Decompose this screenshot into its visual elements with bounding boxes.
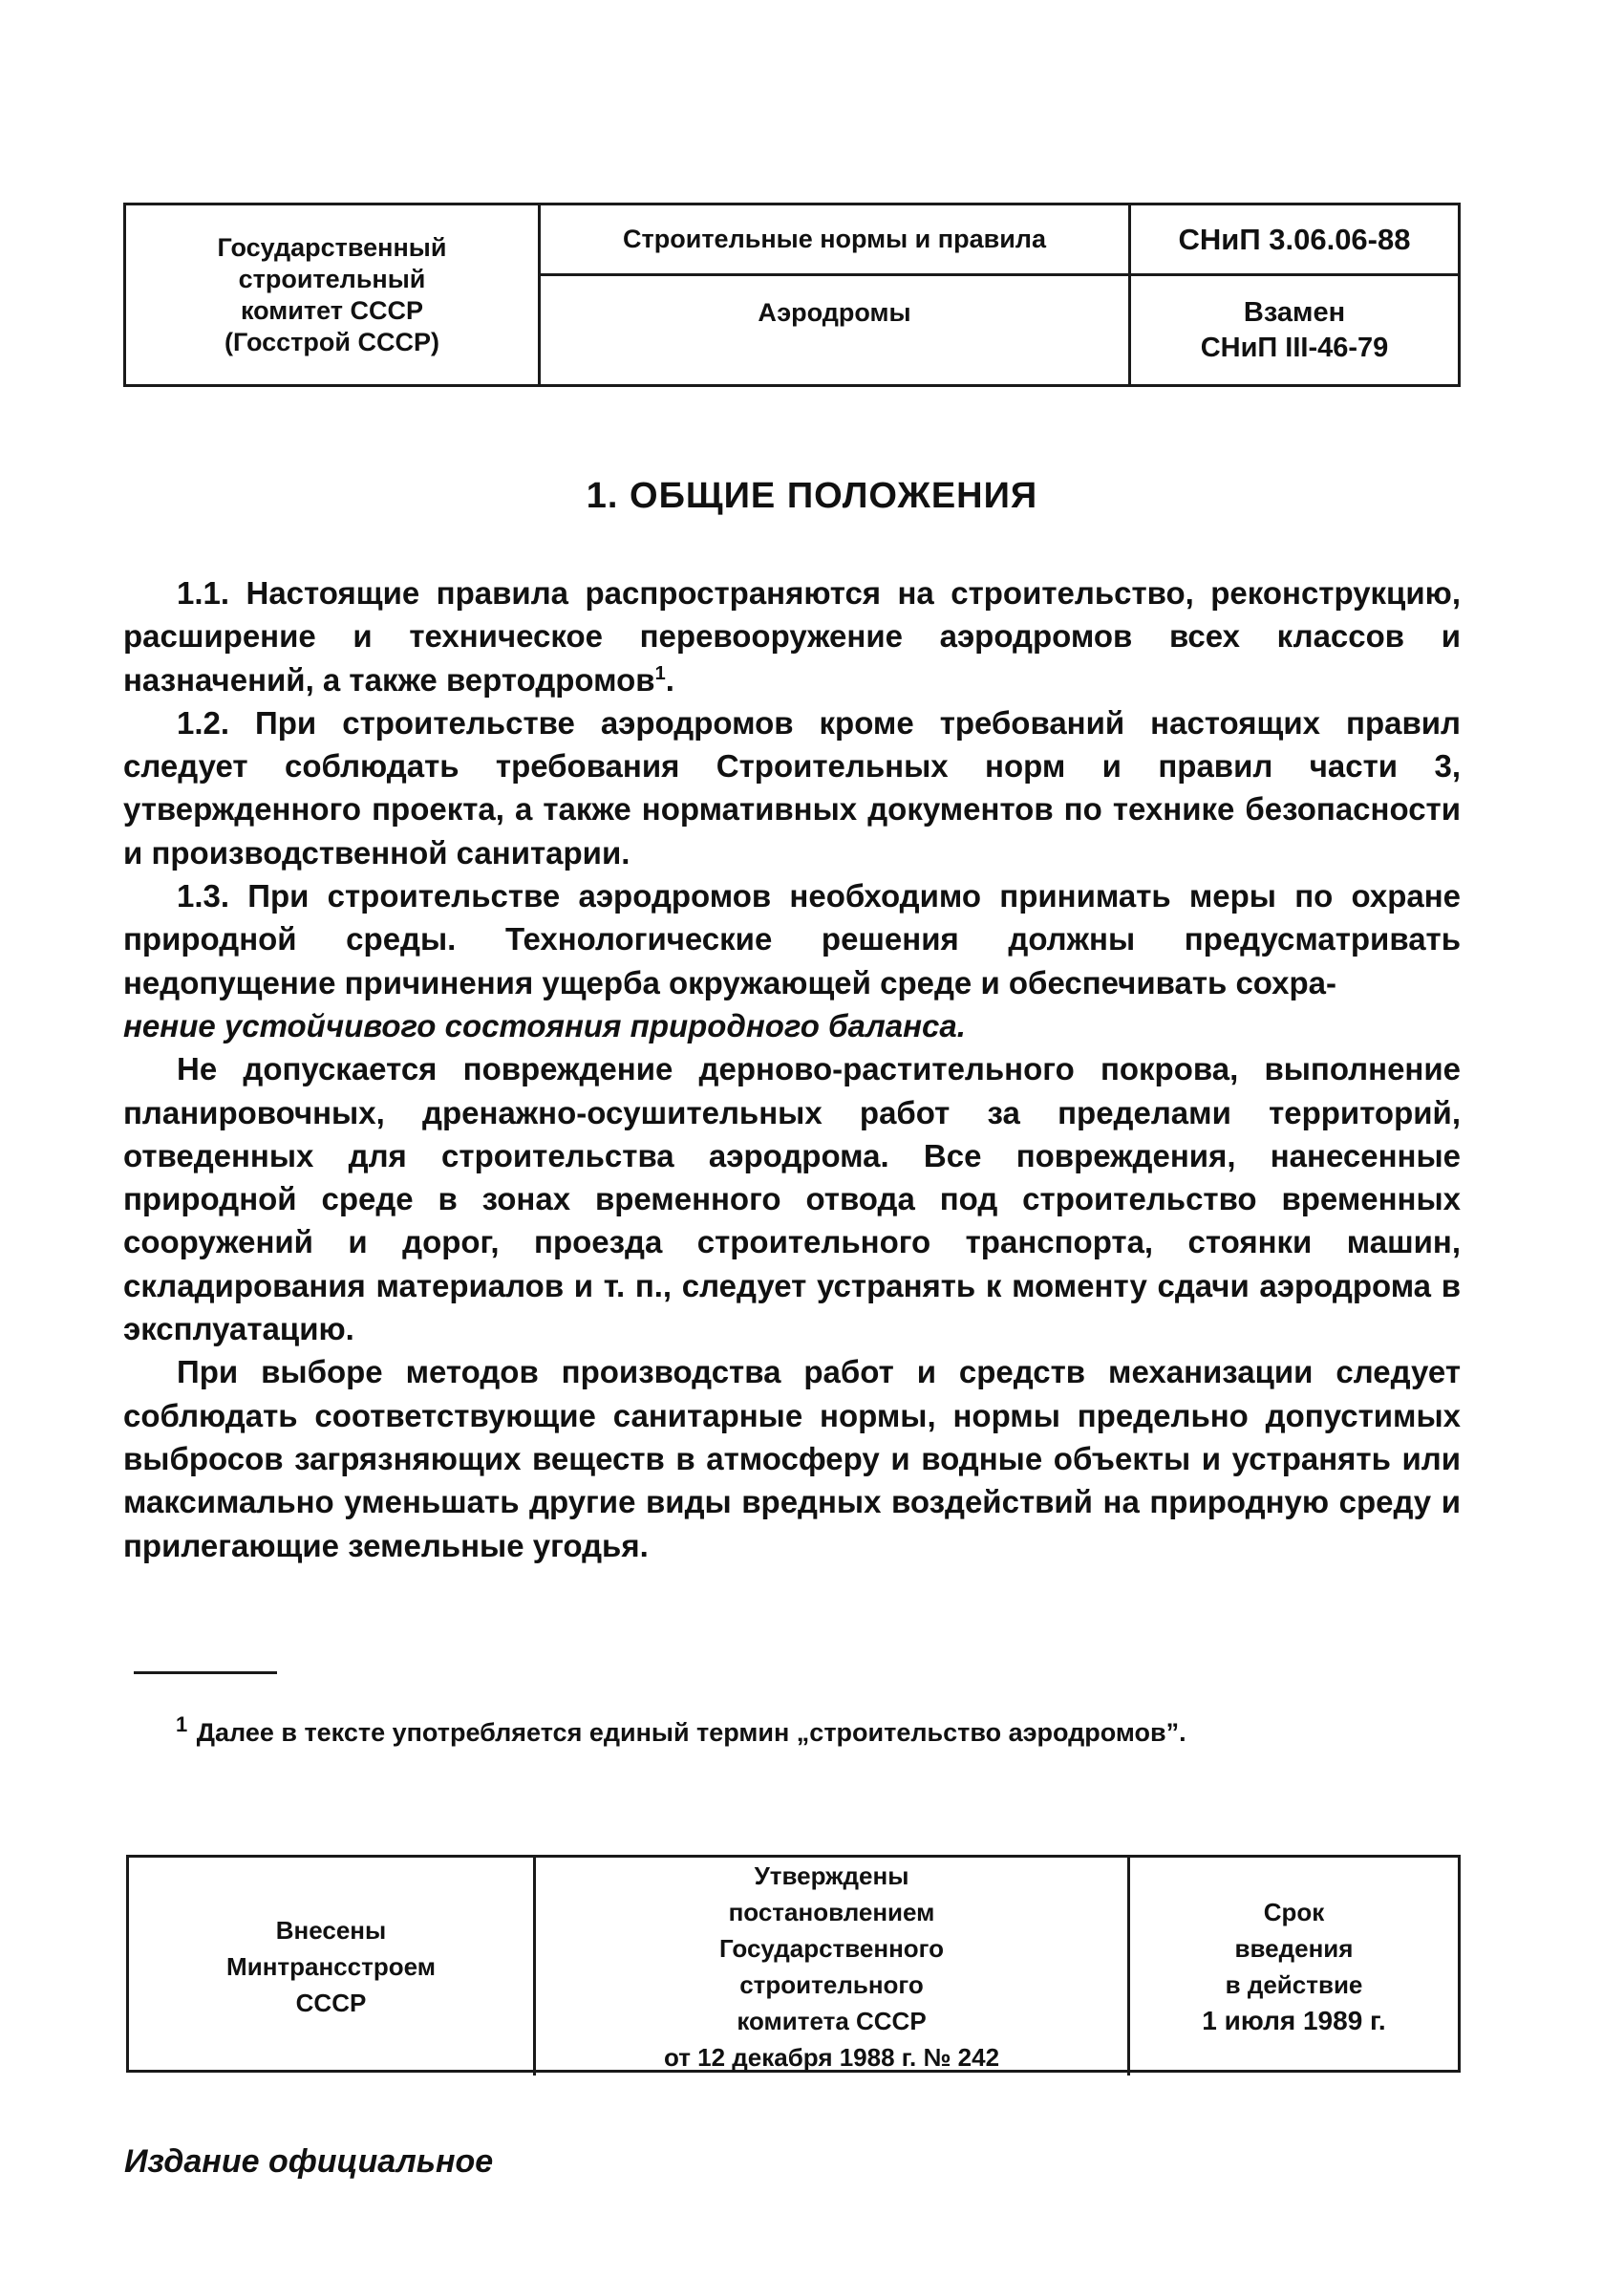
footnote-ref: 1 bbox=[654, 662, 666, 684]
replaces-code: СНиП III-46-79 bbox=[1200, 332, 1389, 363]
paragraph-1-3-text: 1.3. При строительстве аэродромов необходимо принимать меры по охране природной среды. Технологические решения должны предусматривать недопущение причинения ущерба окружающей среде и обеспечивать сохра- bbox=[123, 878, 1461, 1000]
effective-line: в действие bbox=[1225, 1970, 1363, 1999]
header-title: Аэродромы bbox=[541, 276, 1131, 384]
footer-introduced bbox=[129, 1858, 536, 2076]
edition-note: Издание официальное bbox=[124, 2143, 494, 2180]
approved-line: комитета СССР bbox=[737, 2007, 927, 2035]
header-organization bbox=[126, 205, 541, 384]
effective-line: Срок bbox=[1263, 1898, 1325, 1926]
footnote-divider bbox=[134, 1671, 277, 1674]
header-replaces bbox=[1131, 276, 1458, 384]
org-line: строительный bbox=[238, 264, 426, 293]
paragraph-4: Не допускается повреждение дерново-растительного покрова, выполнение планировочных, дренажно-осушительных работ за пределами территорий, отведенных для строительства аэродрома. Все повреждения, нанесенные природной среде в зонах временного отвода под строительство временных сооружений и дорог, проезда строительного транспорта, стоянки машин, складирования материалов и т. п., следует устранять к моменту сдачи аэродрома в эксплуатацию. bbox=[123, 1051, 1461, 1347]
paragraph-1-3 bbox=[123, 874, 1461, 1047]
approved-line: постановлением bbox=[728, 1898, 935, 1926]
approved-line: Утверждены bbox=[754, 1861, 909, 1890]
org-line: (Госстрой СССР) bbox=[224, 327, 439, 356]
header-code: СНиП 3.06.06-88 bbox=[1131, 205, 1458, 276]
paragraph-1-1-text: 1.1. Настоящие правила распространяются на строительство, реконструкцию, расширение и техническое перевооружение аэродромов всех классов и назначений, а также вертодромов bbox=[123, 575, 1461, 698]
approved-line: строительного bbox=[739, 1970, 924, 1999]
footer-approved bbox=[536, 1858, 1130, 2076]
introduced-line: Минтрансстроем bbox=[226, 1952, 436, 1981]
introduced-line: Внесены bbox=[275, 1916, 387, 1945]
approved-line: Государственного bbox=[718, 1934, 945, 1963]
footnote-mark: 1 bbox=[176, 1712, 188, 1736]
footer-effective-date bbox=[1130, 1858, 1458, 2076]
paragraph-1-3-italic: нение устойчивого состояния природного баланса. bbox=[123, 1007, 966, 1043]
paragraph-1-1-end: . bbox=[665, 661, 674, 698]
org-line: Государственный bbox=[217, 232, 447, 262]
footnote-text: Далее в тексте употребляется единый термин „строительство аэродромов”. bbox=[196, 1718, 1186, 1747]
org-line: комитет СССР bbox=[241, 295, 423, 325]
paragraph-5: При выборе методов производства работ и средств механизации следует соблюдать соответствующие санитарные нормы, нормы предельно допустимых выбросов загрязняющих веществ в атмосферу и водные объекты и устранять или максимально уменьшать другие виды вредных воздействий на природную среду и прилегающие земельные угодья. bbox=[123, 1354, 1461, 1563]
effective-line: 1 июля 1989 г. bbox=[1202, 2006, 1386, 2035]
approved-line: от 12 декабря 1988 г. № 242 bbox=[663, 2043, 1000, 2072]
footnote bbox=[178, 1713, 1439, 1752]
body-text bbox=[123, 571, 1461, 1567]
footer-table bbox=[126, 1855, 1461, 2073]
header-table bbox=[123, 203, 1461, 387]
paragraph-1-1 bbox=[123, 571, 1461, 701]
section-title: 1. ОБЩИЕ ПОЛОЖЕНИЯ bbox=[586, 476, 1038, 516]
header-doc-type: Строительные нормы и правила bbox=[541, 205, 1131, 276]
introduced-line: СССР bbox=[295, 1989, 367, 2017]
paragraph-1-2: 1.2. При строительстве аэродромов кроме требований настоящих правил следует соблюдать требования Строительных норм и правил части 3, утвержденного проекта, а также нормативных документов по технике безопасности и производственной санитарии. bbox=[123, 704, 1461, 871]
replaces-label: Взамен bbox=[1243, 296, 1346, 328]
effective-line: введения bbox=[1234, 1934, 1354, 1963]
